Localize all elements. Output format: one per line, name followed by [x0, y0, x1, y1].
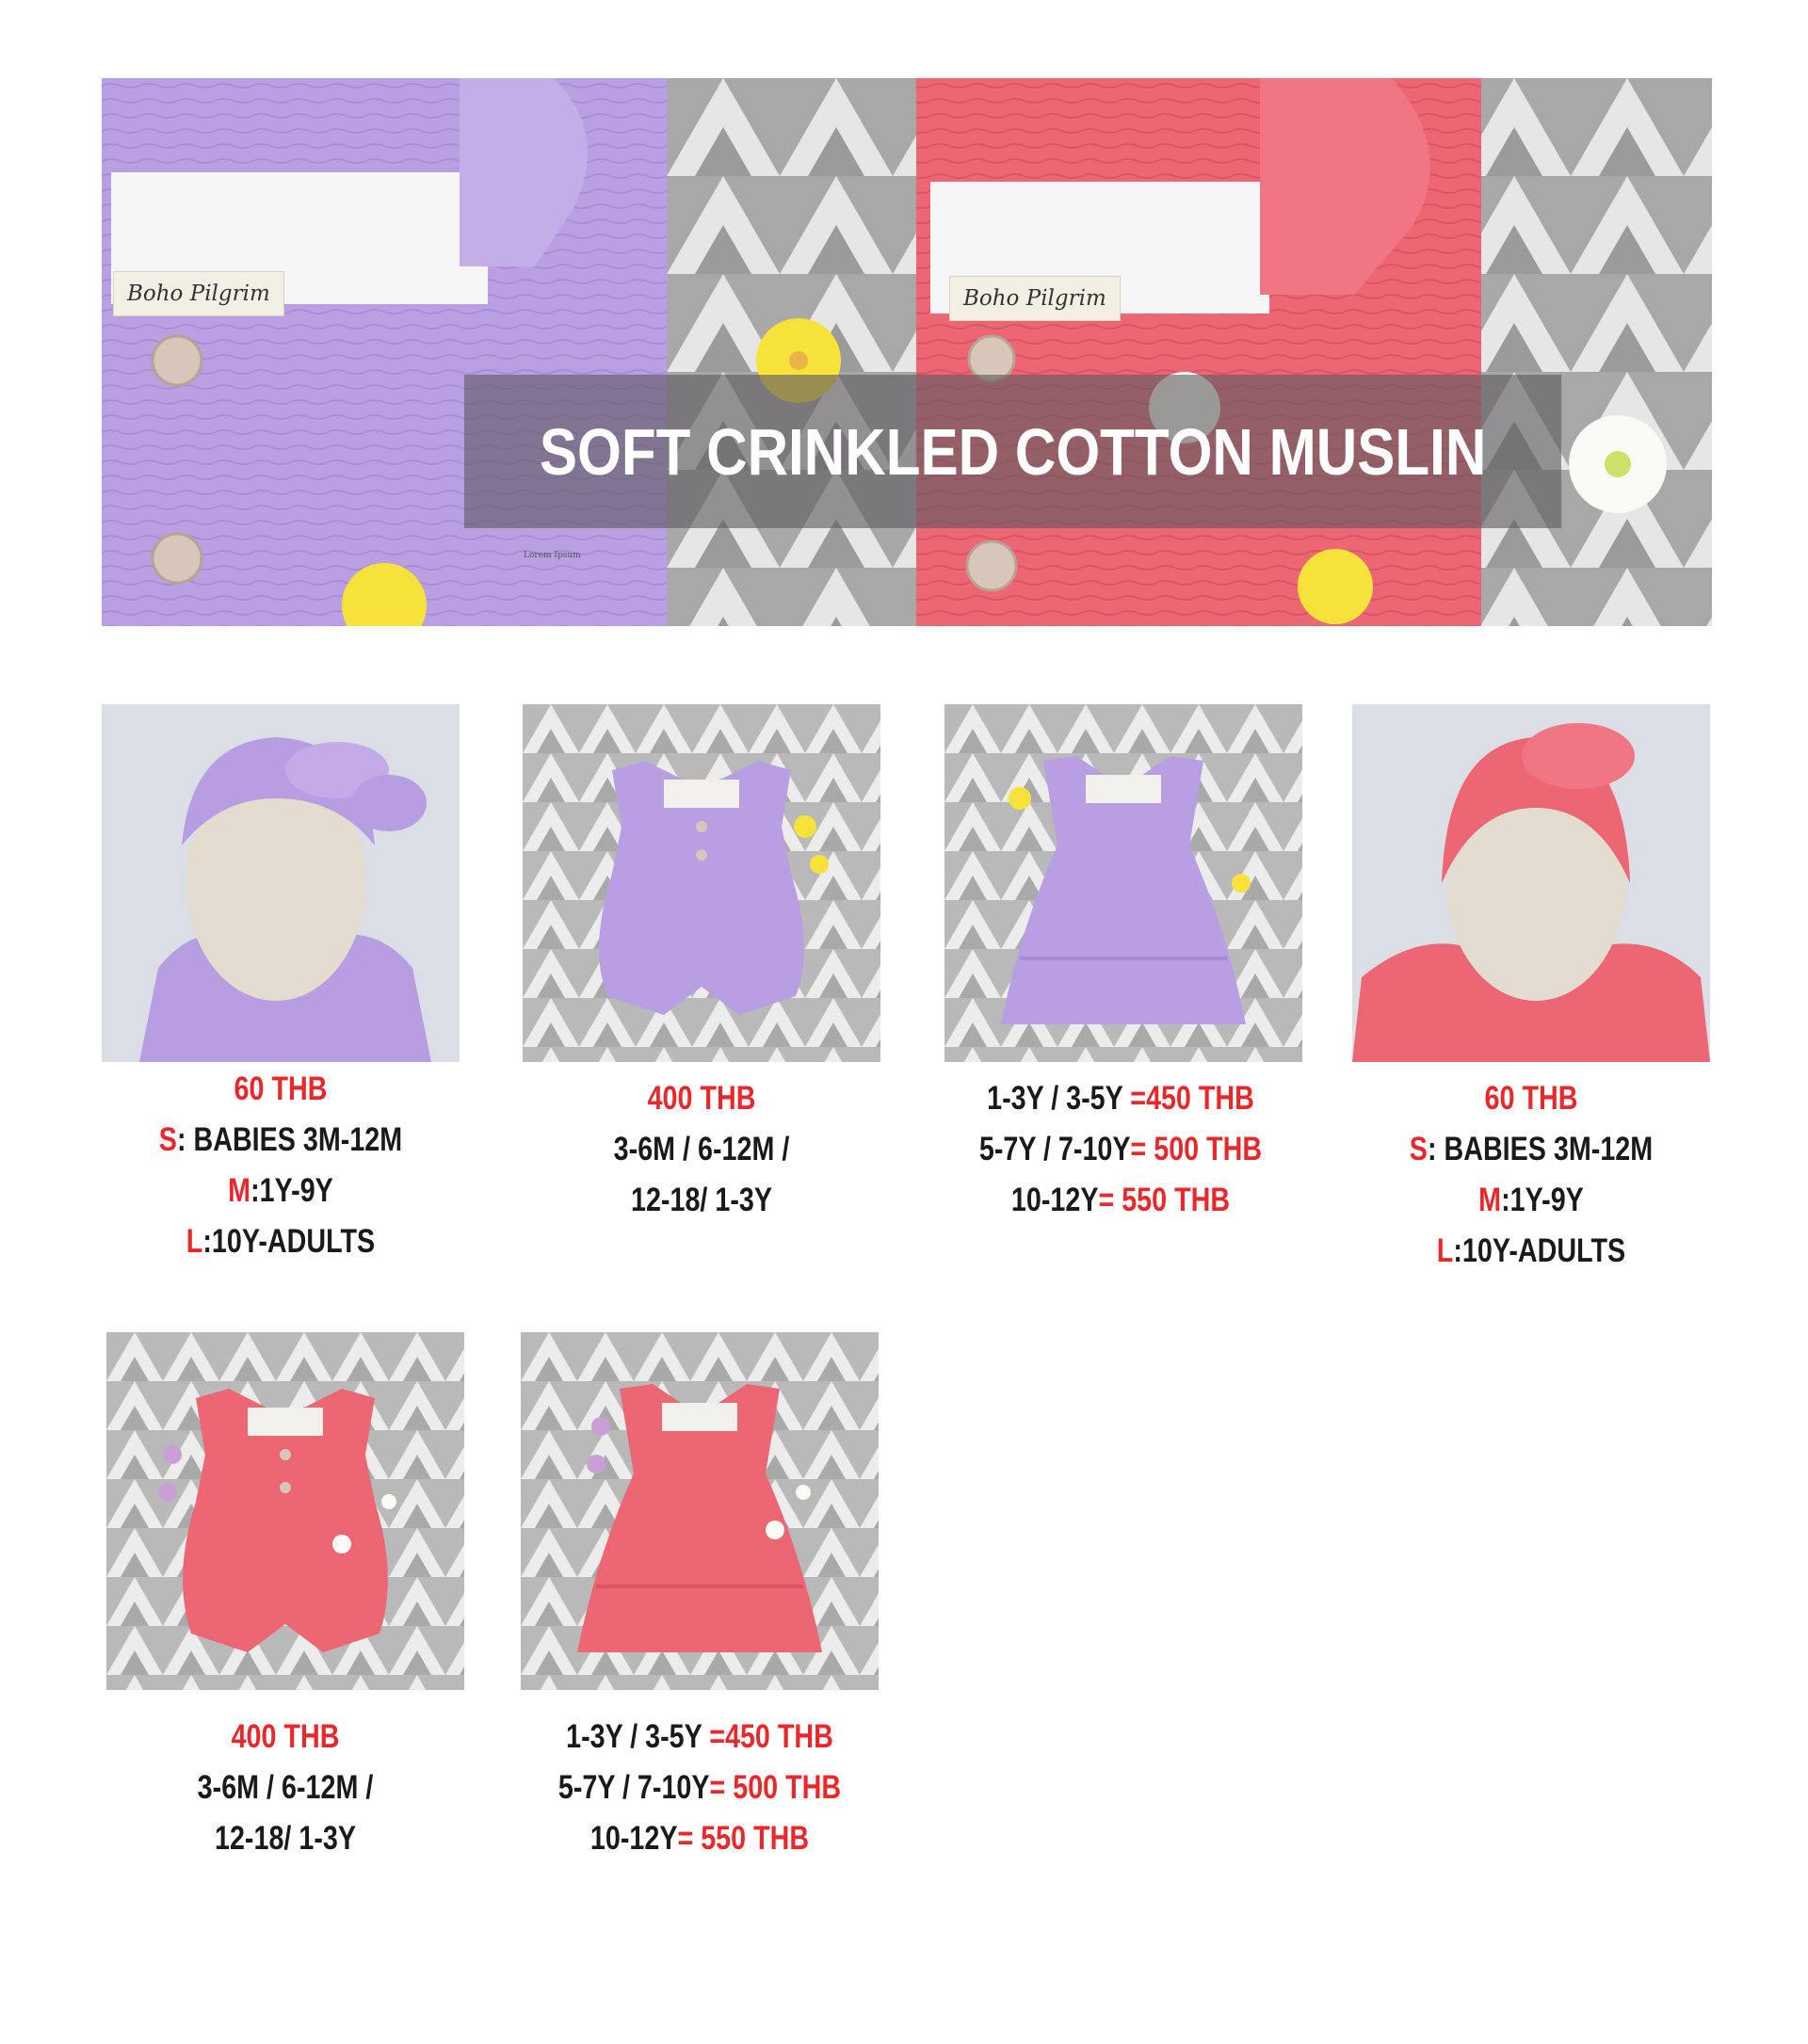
size-s [1384, 1124, 1678, 1175]
product-caption-lavender-romper [523, 1073, 880, 1226]
size-s-key: S [1409, 1131, 1428, 1167]
price: = 550 THB [1098, 1182, 1231, 1218]
size-s-key: S [158, 1121, 177, 1158]
price: 60 THB [234, 1070, 328, 1107]
price-row-3 [943, 1175, 1298, 1226]
price-row-2 [943, 1124, 1298, 1175]
size-s-val: : BABIES 3M-12M [176, 1121, 403, 1158]
price: 400 THB [231, 1718, 340, 1755]
product-image-lavender-dress[interactable] [944, 704, 1302, 1062]
product-caption-lavender-headband [102, 1064, 460, 1267]
hero-banner-image [102, 78, 1712, 626]
size-m-val: :1Y-9Y [1501, 1182, 1584, 1218]
size-l-key: L [1436, 1232, 1454, 1269]
size-l-key: L [186, 1223, 203, 1260]
price-row-1 [943, 1073, 1298, 1124]
size-m-key: M [1478, 1182, 1502, 1218]
size-l [1384, 1226, 1678, 1277]
price: = 500 THB [709, 1769, 842, 1806]
size-m [134, 1166, 428, 1216]
sizes: 10-12Y [1010, 1182, 1099, 1218]
banner-title: SOFT CRINKLED COTTON MUSLIN [539, 414, 1487, 489]
sizes-line-2: 12-18/ 1-3Y [215, 1820, 356, 1857]
size-m [1384, 1175, 1678, 1226]
size-l [134, 1216, 428, 1267]
product-image-pink-dress[interactable] [521, 1332, 879, 1690]
price: 60 THB [1484, 1080, 1578, 1117]
price: = 500 THB [1130, 1131, 1263, 1167]
product-caption-pink-dress [483, 1712, 916, 1864]
product-caption-pink-headband [1352, 1073, 1710, 1277]
size-l-val: :10Y-ADULTS [1453, 1232, 1626, 1269]
product-caption-lavender-dress [904, 1073, 1337, 1226]
product-image-pink-romper[interactable] [106, 1332, 464, 1690]
size-m-val: :1Y-9Y [250, 1172, 333, 1209]
sizes-line-2: 12-18/ 1-3Y [631, 1182, 772, 1218]
price: = 550 THB [677, 1820, 810, 1857]
size-s-val: : BABIES 3M-12M [1427, 1131, 1654, 1167]
watermark-text: Lorem Ipsum [524, 551, 581, 560]
price: =450 THB [709, 1718, 833, 1755]
hero-banner [102, 78, 1712, 626]
product-image-lavender-romper[interactable] [523, 704, 880, 1062]
sizes: 10-12Y [589, 1820, 678, 1857]
banner-title-overlay [464, 375, 1561, 528]
sizes: 5-7Y / 7-10Y [978, 1131, 1131, 1167]
sizes: 1-3Y / 3-5Y [987, 1080, 1123, 1117]
size-m-key: M [228, 1172, 251, 1209]
size-l-val: :10Y-ADULTS [202, 1223, 376, 1260]
price: 400 THB [647, 1080, 756, 1117]
product-caption-pink-romper [106, 1712, 464, 1864]
product-image-pink-headband[interactable] [1352, 704, 1710, 1062]
sizes-line-1: 3-6M / 6-12M / [197, 1769, 374, 1806]
price-row-1 [522, 1712, 877, 1762]
price: =450 THB [1130, 1080, 1254, 1117]
price-row-3 [522, 1813, 877, 1864]
product-image-lavender-headband[interactable] [102, 704, 460, 1062]
sizes-line-1: 3-6M / 6-12M / [613, 1131, 790, 1167]
brand-label-left: Boho Pilgrim [113, 271, 284, 316]
size-s [134, 1115, 428, 1166]
price-row-2 [522, 1762, 877, 1813]
brand-label-right: Boho Pilgrim [949, 276, 1121, 321]
sizes: 5-7Y / 7-10Y [557, 1769, 710, 1806]
sizes: 1-3Y / 3-5Y [566, 1718, 702, 1755]
